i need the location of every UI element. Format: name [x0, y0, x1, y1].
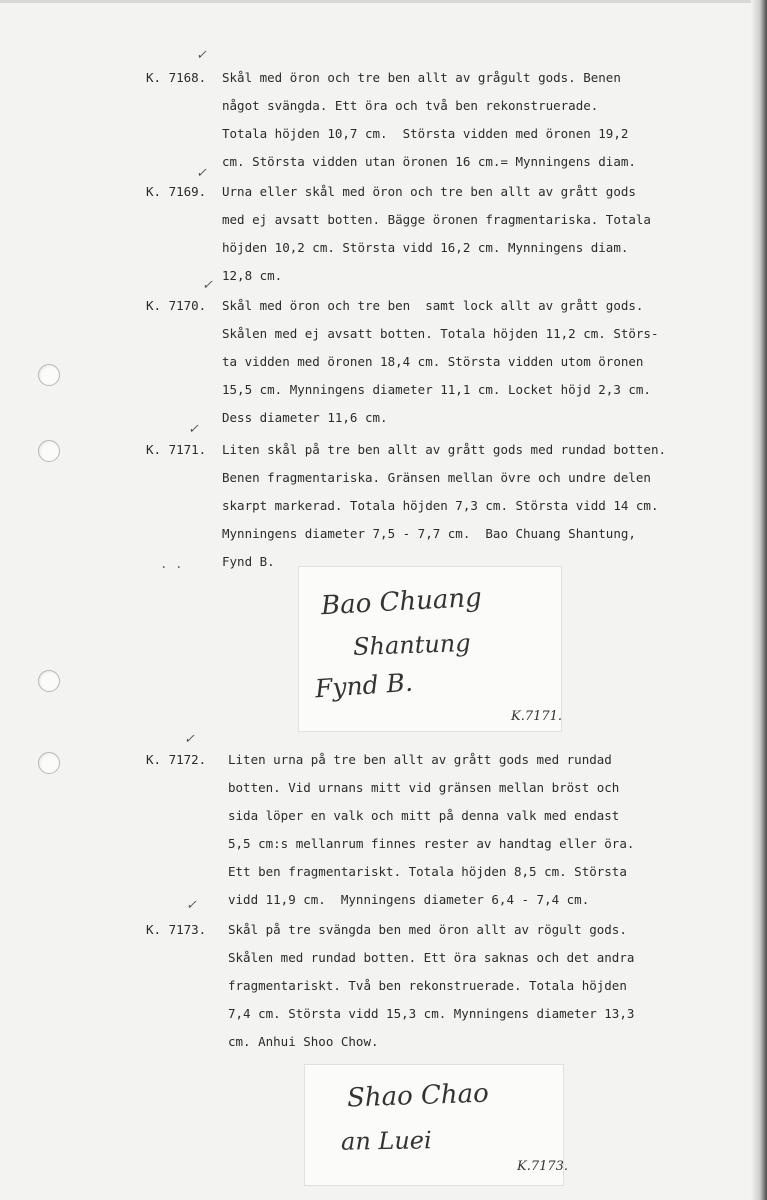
- punch-hole-3: [38, 670, 60, 692]
- handwritten-label-card: [304, 1064, 569, 1186]
- entry-description: [228, 916, 738, 1056]
- page-edge-shadow: [751, 0, 767, 1200]
- entry-line: Fynd B.: [222, 554, 275, 569]
- handwritten-line: Bao Chuang: [320, 582, 483, 622]
- handwritten-line: an Luei: [340, 1126, 432, 1156]
- check-mark-icon: ✓: [186, 898, 197, 913]
- entry-line: Ett ben fragmentariskt. Totala höjden 8,5 cm. Största: [228, 864, 627, 879]
- entry-line: Liten urna på tre ben allt av grått gods med rundad: [228, 752, 612, 767]
- entry-line: Skål med öron och tre ben samt lock allt av grått gods.: [222, 298, 644, 313]
- entry-line: botten. Vid urnans mitt vid gränsen mellan bröst och: [228, 780, 620, 795]
- check-mark-icon: ✓: [184, 732, 195, 747]
- entry-line: cm. Största vidden utan öronen 16 cm.= Mynningens diam.: [222, 154, 636, 169]
- punch-hole-4: [38, 752, 60, 774]
- entry-number: K. 7173.: [146, 922, 207, 937]
- entry-line: Skålen med rundad botten. Ett öra saknas och det andra: [228, 950, 635, 965]
- entry-number: K. 7171.: [146, 442, 207, 457]
- handwritten-label-card: [298, 566, 562, 732]
- entry-description: [222, 64, 732, 176]
- check-mark-icon: ✓: [188, 422, 199, 437]
- entry-description: [222, 292, 732, 432]
- entry-line: cm. Anhui Shoo Chow.: [228, 1034, 379, 1049]
- check-mark-icon: ✓: [196, 48, 207, 63]
- entry-line: Totala höjden 10,7 cm. Största vidden med öronen 19,2: [222, 126, 629, 141]
- entry-line: Skålen med ej avsatt botten. Totala höjden 11,2 cm. Störs-: [222, 326, 659, 341]
- entry-line: vidd 11,9 cm. Mynningens diameter 6,4 - 7,4 cm.: [228, 892, 590, 907]
- entry-line: skarpt markerad. Totala höjden 7,3 cm. Största vidd 14 cm.: [222, 498, 659, 513]
- entry-line: Urna eller skål med öron och tre ben allt av grått gods: [222, 184, 636, 199]
- entry-line: Skål med öron och tre ben allt av grågult gods. Benen: [222, 70, 621, 85]
- entry-line: 7,4 cm. Största vidd 15,3 cm. Mynningens diameter 13,3: [228, 1006, 635, 1021]
- entry-description: [222, 436, 732, 576]
- entry-line: sida löper en valk och mitt på denna valk med endast: [228, 808, 620, 823]
- entry-number: K. 7170.: [146, 298, 207, 313]
- card-reference-number: K.7171.: [511, 709, 563, 724]
- check-mark-icon: ✓: [196, 166, 207, 181]
- entry-line: Skål på tre svängda ben med öron allt av rögult gods.: [228, 922, 627, 937]
- handwritten-line: Fynd B.: [314, 667, 414, 704]
- handwritten-line: Shantung: [352, 628, 472, 662]
- entry-line: något svängda. Ett öra och två ben rekonstruerade.: [222, 98, 599, 113]
- entry-line: Benen fragmentariska. Gränsen mellan övre och undre delen: [222, 470, 651, 485]
- entry-line: ta vidden med öronen 18,4 cm. Största vidden utom öronen: [222, 354, 644, 369]
- entry-number: K. 7168.: [146, 70, 207, 85]
- entry-line: höjden 10,2 cm. Största vidd 16,2 cm. Mynningens diam.: [222, 240, 629, 255]
- margin-dots: . .: [160, 556, 183, 571]
- entry-number: K. 7172.: [146, 752, 207, 767]
- punch-hole-1: [38, 364, 60, 386]
- entry-line: 12,8 cm.: [222, 268, 283, 283]
- entry-description: [222, 178, 732, 290]
- page-top-edge: [0, 0, 767, 3]
- entry-number: K. 7169.: [146, 184, 207, 199]
- entry-line: Liten skål på tre ben allt av grått gods med rundad botten.: [222, 442, 667, 457]
- entry-line: med ej avsatt botten. Bägge öronen fragmentariska. Totala: [222, 212, 651, 227]
- entry-line: 15,5 cm. Mynningens diameter 11,1 cm. Locket höjd 2,3 cm.: [222, 382, 651, 397]
- handwritten-line: Shao Chao: [346, 1078, 490, 1114]
- entry-line: fragmentariskt. Två ben rekonstruerade. Totala höjden: [228, 978, 627, 993]
- card-reference-number: K.7173.: [517, 1159, 569, 1174]
- entry-description: [228, 746, 738, 914]
- entry-line: Dess diameter 11,6 cm.: [222, 410, 388, 425]
- entry-line: 5,5 cm:s mellanrum finnes rester av handtag eller öra.: [228, 836, 635, 851]
- entry-line: Mynningens diameter 7,5 - 7,7 cm. Bao Chuang Shantung,: [222, 526, 636, 541]
- check-mark-icon: ✓: [202, 278, 213, 293]
- punch-hole-2: [38, 440, 60, 462]
